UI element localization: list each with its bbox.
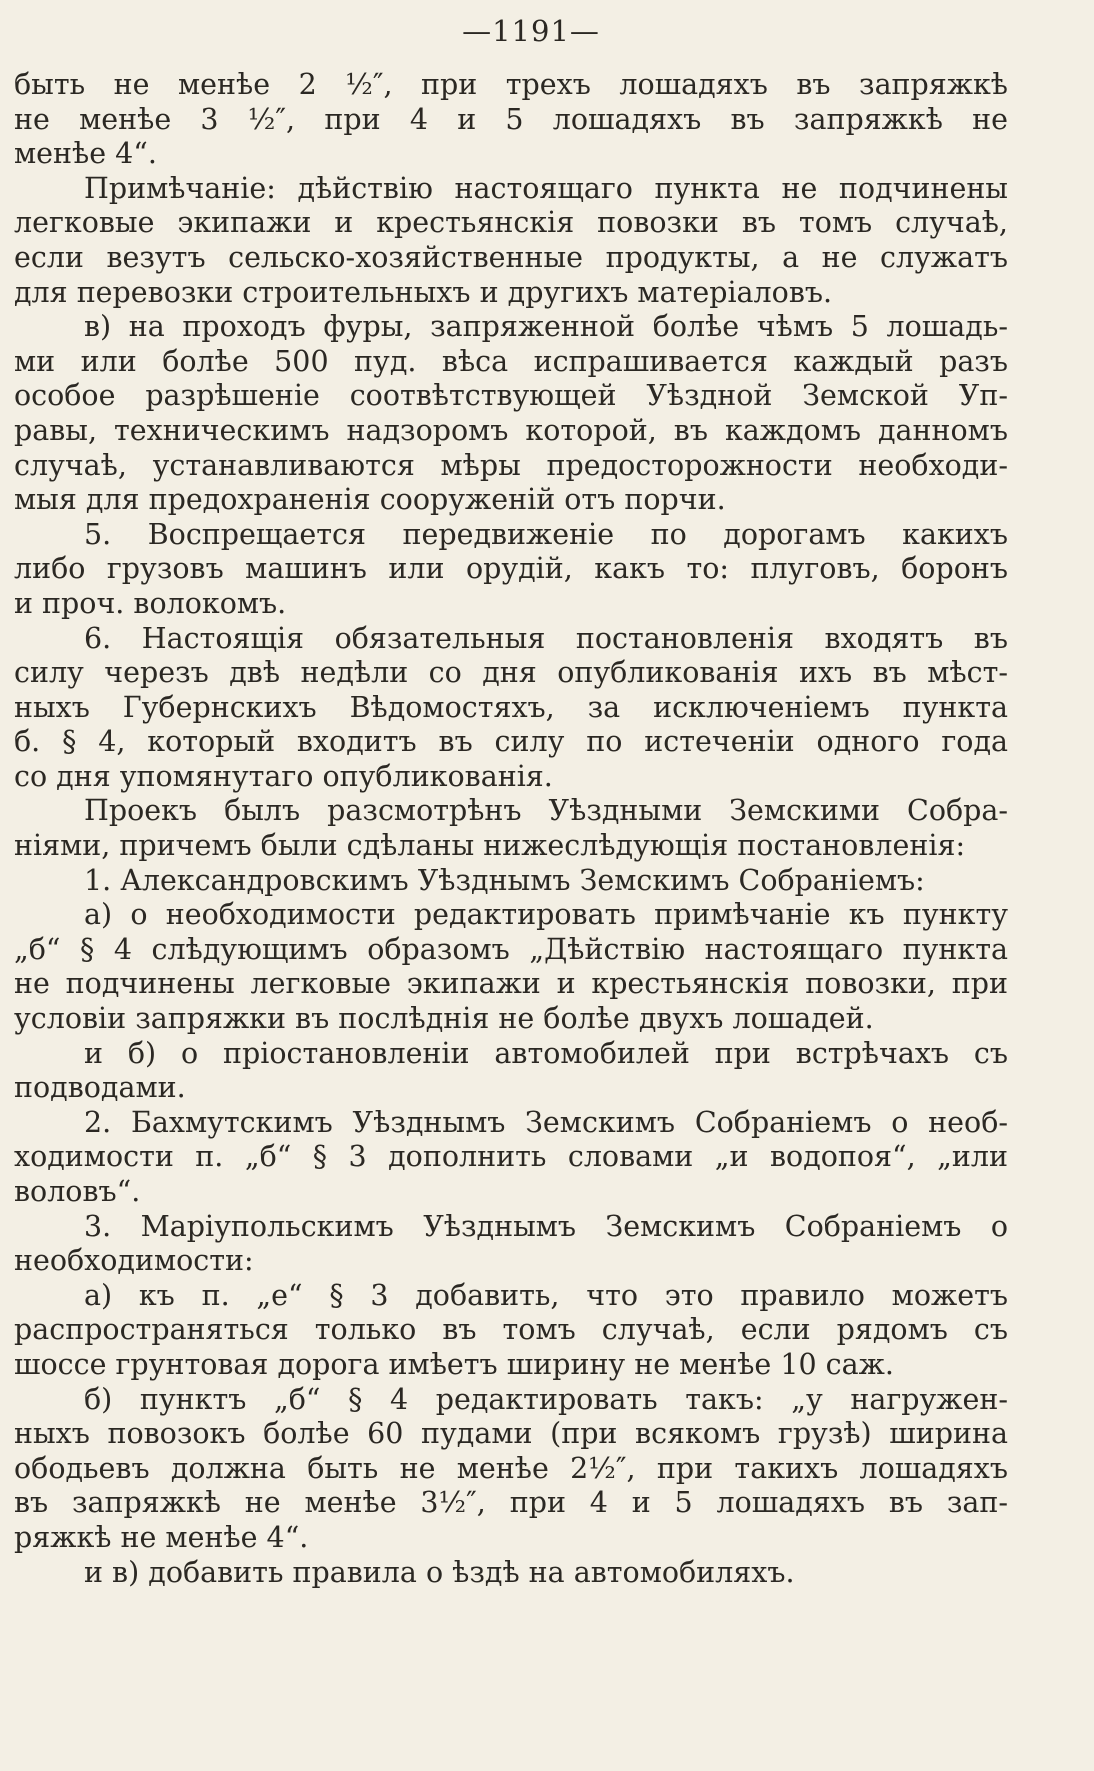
text-line: и проч. волокомъ. xyxy=(14,586,287,620)
text-line: воловъ“. xyxy=(14,1175,141,1208)
text-line: и в) добавить правила о ѣздѣ на автомобиляхъ. xyxy=(84,1555,795,1589)
text-line: а) къ п. „е“ § 3 добавить, что это правило можетъ xyxy=(84,1278,1008,1312)
text-line: „б“ § 4 слѣдующимъ образомъ „Дѣйствію настоящаго пункта xyxy=(14,932,1008,966)
text-line: б. § 4, который входитъ въ силу по истеченіи одного года xyxy=(14,725,1008,759)
text-line: необходимости: xyxy=(14,1244,254,1278)
text-line: для перевозки строительныхъ и другихъ матеріаловъ. xyxy=(14,275,833,309)
text-line: либо грузовъ машинъ или орудій, какъ то: плуговъ, боронъ xyxy=(14,552,1008,586)
text-line: мыя для предохраненія сооруженій отъ порчи. xyxy=(14,483,726,517)
text-line: силу черезъ двѣ недѣли со дня опубликованія ихъ въ мѣст- xyxy=(14,656,1008,690)
text-line: шоссе грунтовая дорога имѣетъ ширину не менѣе 10 саж. xyxy=(14,1347,894,1381)
text-line: 3. Маріупольскимъ Уѣзднымъ Земскимъ Собраніемъ о xyxy=(84,1209,1008,1243)
text-line: распространяться только въ томъ случаѣ, если рядомъ съ xyxy=(14,1313,1008,1347)
text-line: особое разрѣшеніе соотвѣтствующей Уѣздной Земской Уп- xyxy=(14,379,1008,413)
text-line: не подчинены легковые экипажи и крестьянскія повозки, при xyxy=(14,967,1008,1001)
text-line: ніями, причемъ были сдѣланы нижеслѣдующія постановленія: xyxy=(14,829,966,863)
text-line: 1. Александровскимъ Уѣзднымъ Земскимъ Собраніемъ: xyxy=(84,863,925,897)
text-line: равы, техническимъ надзоромъ которой, въ каждомъ данномъ xyxy=(14,413,1008,447)
text-line: со дня упомянутаго опубликованія. xyxy=(14,759,553,793)
text-line: 2. Бахмутскимъ Уѣзднымъ Земскимъ Собраніемъ о необ- xyxy=(84,1105,1008,1139)
page-number: —1191— xyxy=(462,14,600,48)
text-line: условіи запряжки въ послѣднія не болѣе двухъ лошадей. xyxy=(14,1002,874,1036)
text-line: ходимости п. „б“ § 3 дополнить словами „и водопоя“, „или xyxy=(14,1140,1008,1174)
text-line: не менѣе 3 ½″, при 4 и 5 лошадяхъ въ запряжкѣ не xyxy=(14,102,1008,136)
text-line: ряжкѣ не менѣе 4“. xyxy=(14,1520,309,1554)
text-line: ободьевъ должна быть не менѣе 2½″, при такихъ лошадяхъ xyxy=(14,1451,1008,1485)
text-line: в) на проходъ фуры, запряженной болѣе чѣмъ 5 лошадь- xyxy=(84,310,1008,344)
text-line: Примѣчаніе: дѣйствію настоящаго пункта не подчинены xyxy=(84,171,1008,205)
text-line: менѣе 4“. xyxy=(14,137,157,171)
text-line: ми или болѣе 500 пуд. вѣса испрашивается каждый разъ xyxy=(14,344,1008,378)
text-line: б) пунктъ „б“ § 4 редактировать такъ: „у нагружен- xyxy=(84,1382,1008,1416)
text-line: если везутъ сельско-хозяйственные продукты, а не служатъ xyxy=(14,240,1008,274)
text-line: случаѣ, устанавливаются мѣры предосторожности необходи- xyxy=(14,448,1008,482)
text-line: 5. Воспрещается передвиженіе по дорогамъ какихъ xyxy=(84,517,1008,551)
text-line: ныхъ повозокъ болѣе 60 пудами (при всякомъ грузѣ) ширина xyxy=(14,1417,1008,1451)
text-line: въ запряжкѣ не менѣе 3½″, при 4 и 5 лошадяхъ въ зап- xyxy=(14,1486,1008,1520)
text-line: ныхъ Губернскихъ Вѣдомостяхъ, за исключеніемъ пункта xyxy=(14,690,1008,724)
text-line: 6. Настоящія обязательныя постановленія входятъ въ xyxy=(84,621,1008,655)
text-line: подводами. xyxy=(14,1071,186,1105)
text-line: легковые экипажи и крестьянскія повозки въ томъ случаѣ, xyxy=(14,206,1008,240)
text-line: быть не менѣе 2 ½″, при трехъ лошадяхъ въ запряжкѣ xyxy=(14,68,1008,101)
text-line: и б) о пріостановленіи автомобилей при встрѣчахъ съ xyxy=(84,1036,1008,1070)
text-body xyxy=(14,68,1008,1590)
text-line: а) о необходимости редактировать примѣчаніе къ пункту xyxy=(84,898,1008,932)
text-line: Проекъ былъ разсмотрѣнъ Уѣздными Земскими Собра- xyxy=(84,794,1008,828)
